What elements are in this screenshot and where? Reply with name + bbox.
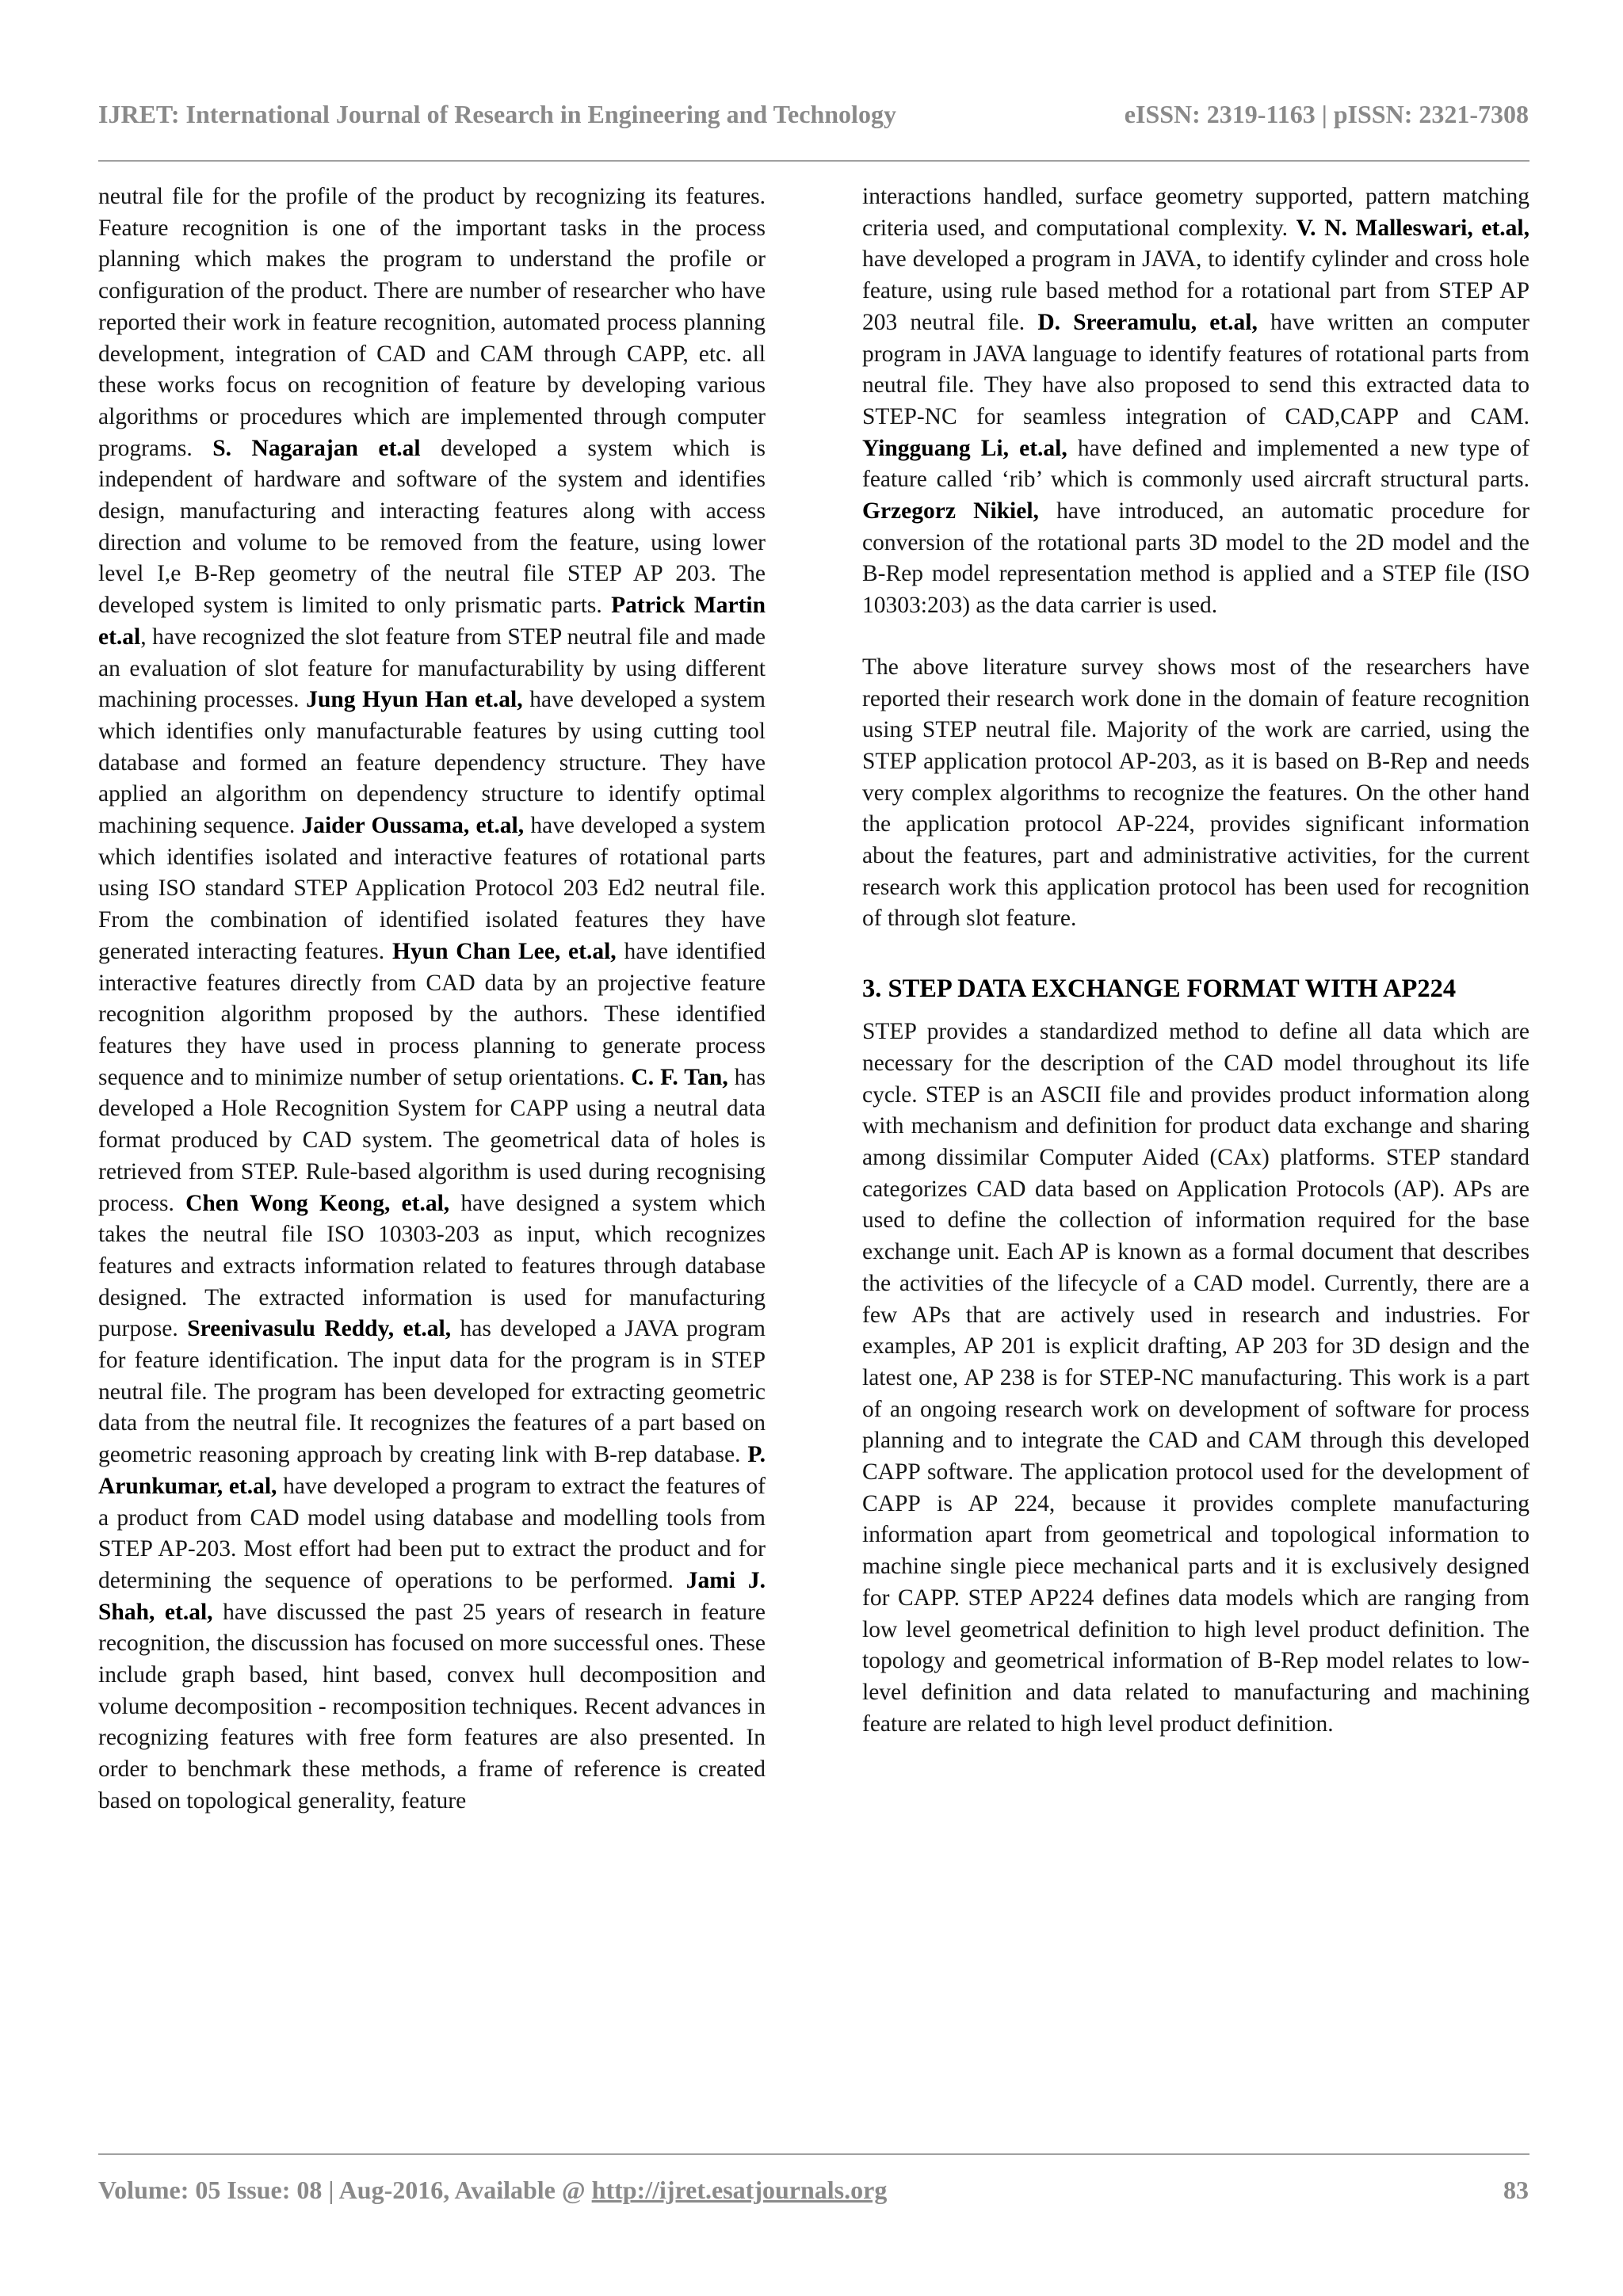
author-name: D. Sreeramulu, et.al, <box>1037 309 1258 335</box>
author-name: Hyun Chan Lee, et.al, <box>391 938 617 964</box>
section-heading: 3. STEP DATA EXCHANGE FORMAT WITH AP224 <box>862 974 1457 1004</box>
left-paragraph-1: neutral file for the profile of the product by recognizing its features. Feature recognition is one of the important tasks in the process planning which makes the program to understand the profile or configuration of the product. There are number of researcher who have reported their work in feature recognition, automated process planning development, integration of CAD and CAM through CAPP, etc. all these works focus on recognition of feature by developing various algorithms or procedures which are implemented through computer programs. S. Nagarajan et.al developed a system which is independent of hardware and software of the system and identifies design, manufacturing and interacting features along with access direction and volume to be removed from the feature, using lower level I,e B-Rep geometry of the neutral file STEP AP 203. The developed system is limited to only prismatic parts. Patrick Martin et.al, have recognized the slot feature from STEP neutral file and made an evaluation of slot feature for manufacturability by using different machining processes. Jung Hyun Han et.al, have developed a system which identifies only manufacturable features by using cutting tool database and formed an feature dependency structure. They have applied an algorithm on dependency structure to identify optimal machining sequence. Jaider Oussama, et.al, have developed a system which identifies isolated and interactive features of rotational parts using ISO standard STEP Application Protocol 203 Ed2 neutral file. From the combination of identified isolated features they have generated interacting features. Hyun Chan Lee, et.al, have identified interactive features directly from CAD data by an projective feature recognition algorithm proposed by the authors. These identified features they have used in process planning to generate process sequence and to minimize number of setup orientations. C. F. Tan, has developed a Hole Recognition System for CAPP using a neutral data format produced by CAD system. The geometrical data of holes is retrieved from STEP. Rule-based algorithm is used during recognising process. Chen Wong Keong, et.al, have designed a system which takes the neutral file ISO 10303-203 as input, which recognizes features and extracts information related to features through database designed. The extracted information is used for manufacturing purpose. Sreenivasulu Reddy, et.al, has developed a JAVA program for feature identification. The input data for the program is in STEP neutral file. The program has been developed for extracting geometric data from the neutral file. It recognizes the features of a part based on geometric reasoning approach by creating link with B-rep database. P. Arunkumar, et.al, have developed a program to extract the features of a product from CAD model using database and modelling tools from STEP AP-203. Most effort had been put to extract the product and for determining the sequence of operations to be performed. Jami J. Shah, et.al, have discussed the past 25 years of research in feature recognition, the discussion has focused on more successful ones. These include graph based, hint based, convex hull decomposition and volume decomposition - recomposition techniques. Recent advances in recognizing features with free form features are also presented. In order to benchmark these methods, a frame of reference is created based on topological generality, feature <box>98 184 766 1814</box>
author-name: C. F. Tan, <box>631 1064 728 1090</box>
author-name: Jami J. Shah, et.al, <box>98 1567 766 1625</box>
page-number: 83 <box>1503 2176 1529 2204</box>
author-name: Jung Hyun Han et.al, <box>306 687 523 713</box>
right-paragraph-3: STEP provides a standardized method to define all data which are necessary for the description of the CAD model throughout its life cycle. STEP is an ASCII file and provides product information along with mechanism and definition for product data exchange and sharing among dissimilar Computer Aided (CAx) platforms. STEP standard categorizes CAD data based on Application Protocols (AP). APs are used to define the collection of information required for the base exchange unit. Each AP is known as a formal document that describes the activities of the lifecycle of a CAD model. Currently, there are a few APs that are actively used in research and industries. For examples, AP 201 is explicit drafting, AP 203 for 3D design and the latest one, AP 238 is for STEP-NC manufacturing. This work is a part of an ongoing research work on development of software for process planning and to integrate the CAD and CAM through this developed CAPP software. The application protocol used for the development of CAPP is AP 224, because it provides complete manufacturing information apart from geometrical and topological information to machine single piece mechanical parts and it is exclusively designed for CAPP. STEP AP224 defines data models which are ranging from low level geometrical definition to high level product definition. The topology and geometrical information of B-Rep model relates to low-level definition and data related to manufacturing and machining feature are related to high level product definition. <box>862 1019 1529 1737</box>
issn-info: eISSN: 2319-1163 | pISSN: 2321-7308 <box>1124 100 1529 128</box>
author-name: Jaider Oussama, et.al, <box>301 813 525 839</box>
header-rule <box>98 160 1529 162</box>
left-column <box>98 181 766 1817</box>
journal-link[interactable]: http://ijret.esatjournals.org <box>591 2176 888 2204</box>
author-name: Yingguang Li, et.al, <box>862 435 1067 461</box>
author-name: V. N. Malleswari, et.al, <box>1296 215 1529 241</box>
right-column <box>862 181 1529 1740</box>
right-paragraph-2: The above literature survey shows most of the researchers have reported their research work done in the domain of feature recognition using STEP neutral file. Majority of the work are carried, using the STEP application protocol AP-203, as it is based on B-Rep and needs very complex algorithms to recognize the features. On the other hand the application protocol AP-224, provides significant information about the features, part and administrative activities, for the current research work this application protocol has been used for recognition of through slot feature. <box>862 654 1529 932</box>
footer-rule <box>98 2153 1529 2155</box>
author-name: Chen Wong Keong, et.al, <box>185 1190 450 1216</box>
author-name: P. Arunkumar, et.al, <box>98 1442 766 1499</box>
footer-volume-text: Volume: 05 Issue: 08 | Aug-2016, Available @ <box>98 2176 592 2204</box>
author-name: Patrick Martin et.al <box>98 593 766 650</box>
footer-volume <box>98 2176 887 2205</box>
journal-title: IJRET: International Journal of Research in Engineering and Technology <box>98 100 896 128</box>
right-paragraph-1: interactions handled, surface geometry supported, pattern matching criteria used, and computational complexity. V. N. Malleswari, et.al, have developed a program in JAVA, to identify cylinder and cross hole feature, using rule based method for a rotational part from STEP AP 203 neutral file. D. Sreeramulu, et.al, have written an computer program in JAVA language to identify features of rotational parts from neutral file. They have also proposed to send this extracted data to STEP-NC for seamless integration of CAD,CAPP and CAM. Yingguang Li, et.al, have defined and implemented a new type of feature called ‘rib’ which is commonly used aircraft structural parts. Grzegorz Nikiel, have introduced, an automatic procedure for conversion of the rotational parts 3D model to the 2D model and the B-Rep model representation method is applied and a STEP file (ISO 10303:203) as the data carrier is used. <box>862 184 1529 619</box>
author-name: S. Nagarajan et.al <box>212 435 421 461</box>
author-name: Grzegorz Nikiel, <box>862 498 1039 524</box>
author-name: Sreenivasulu Reddy, et.al, <box>187 1316 452 1342</box>
